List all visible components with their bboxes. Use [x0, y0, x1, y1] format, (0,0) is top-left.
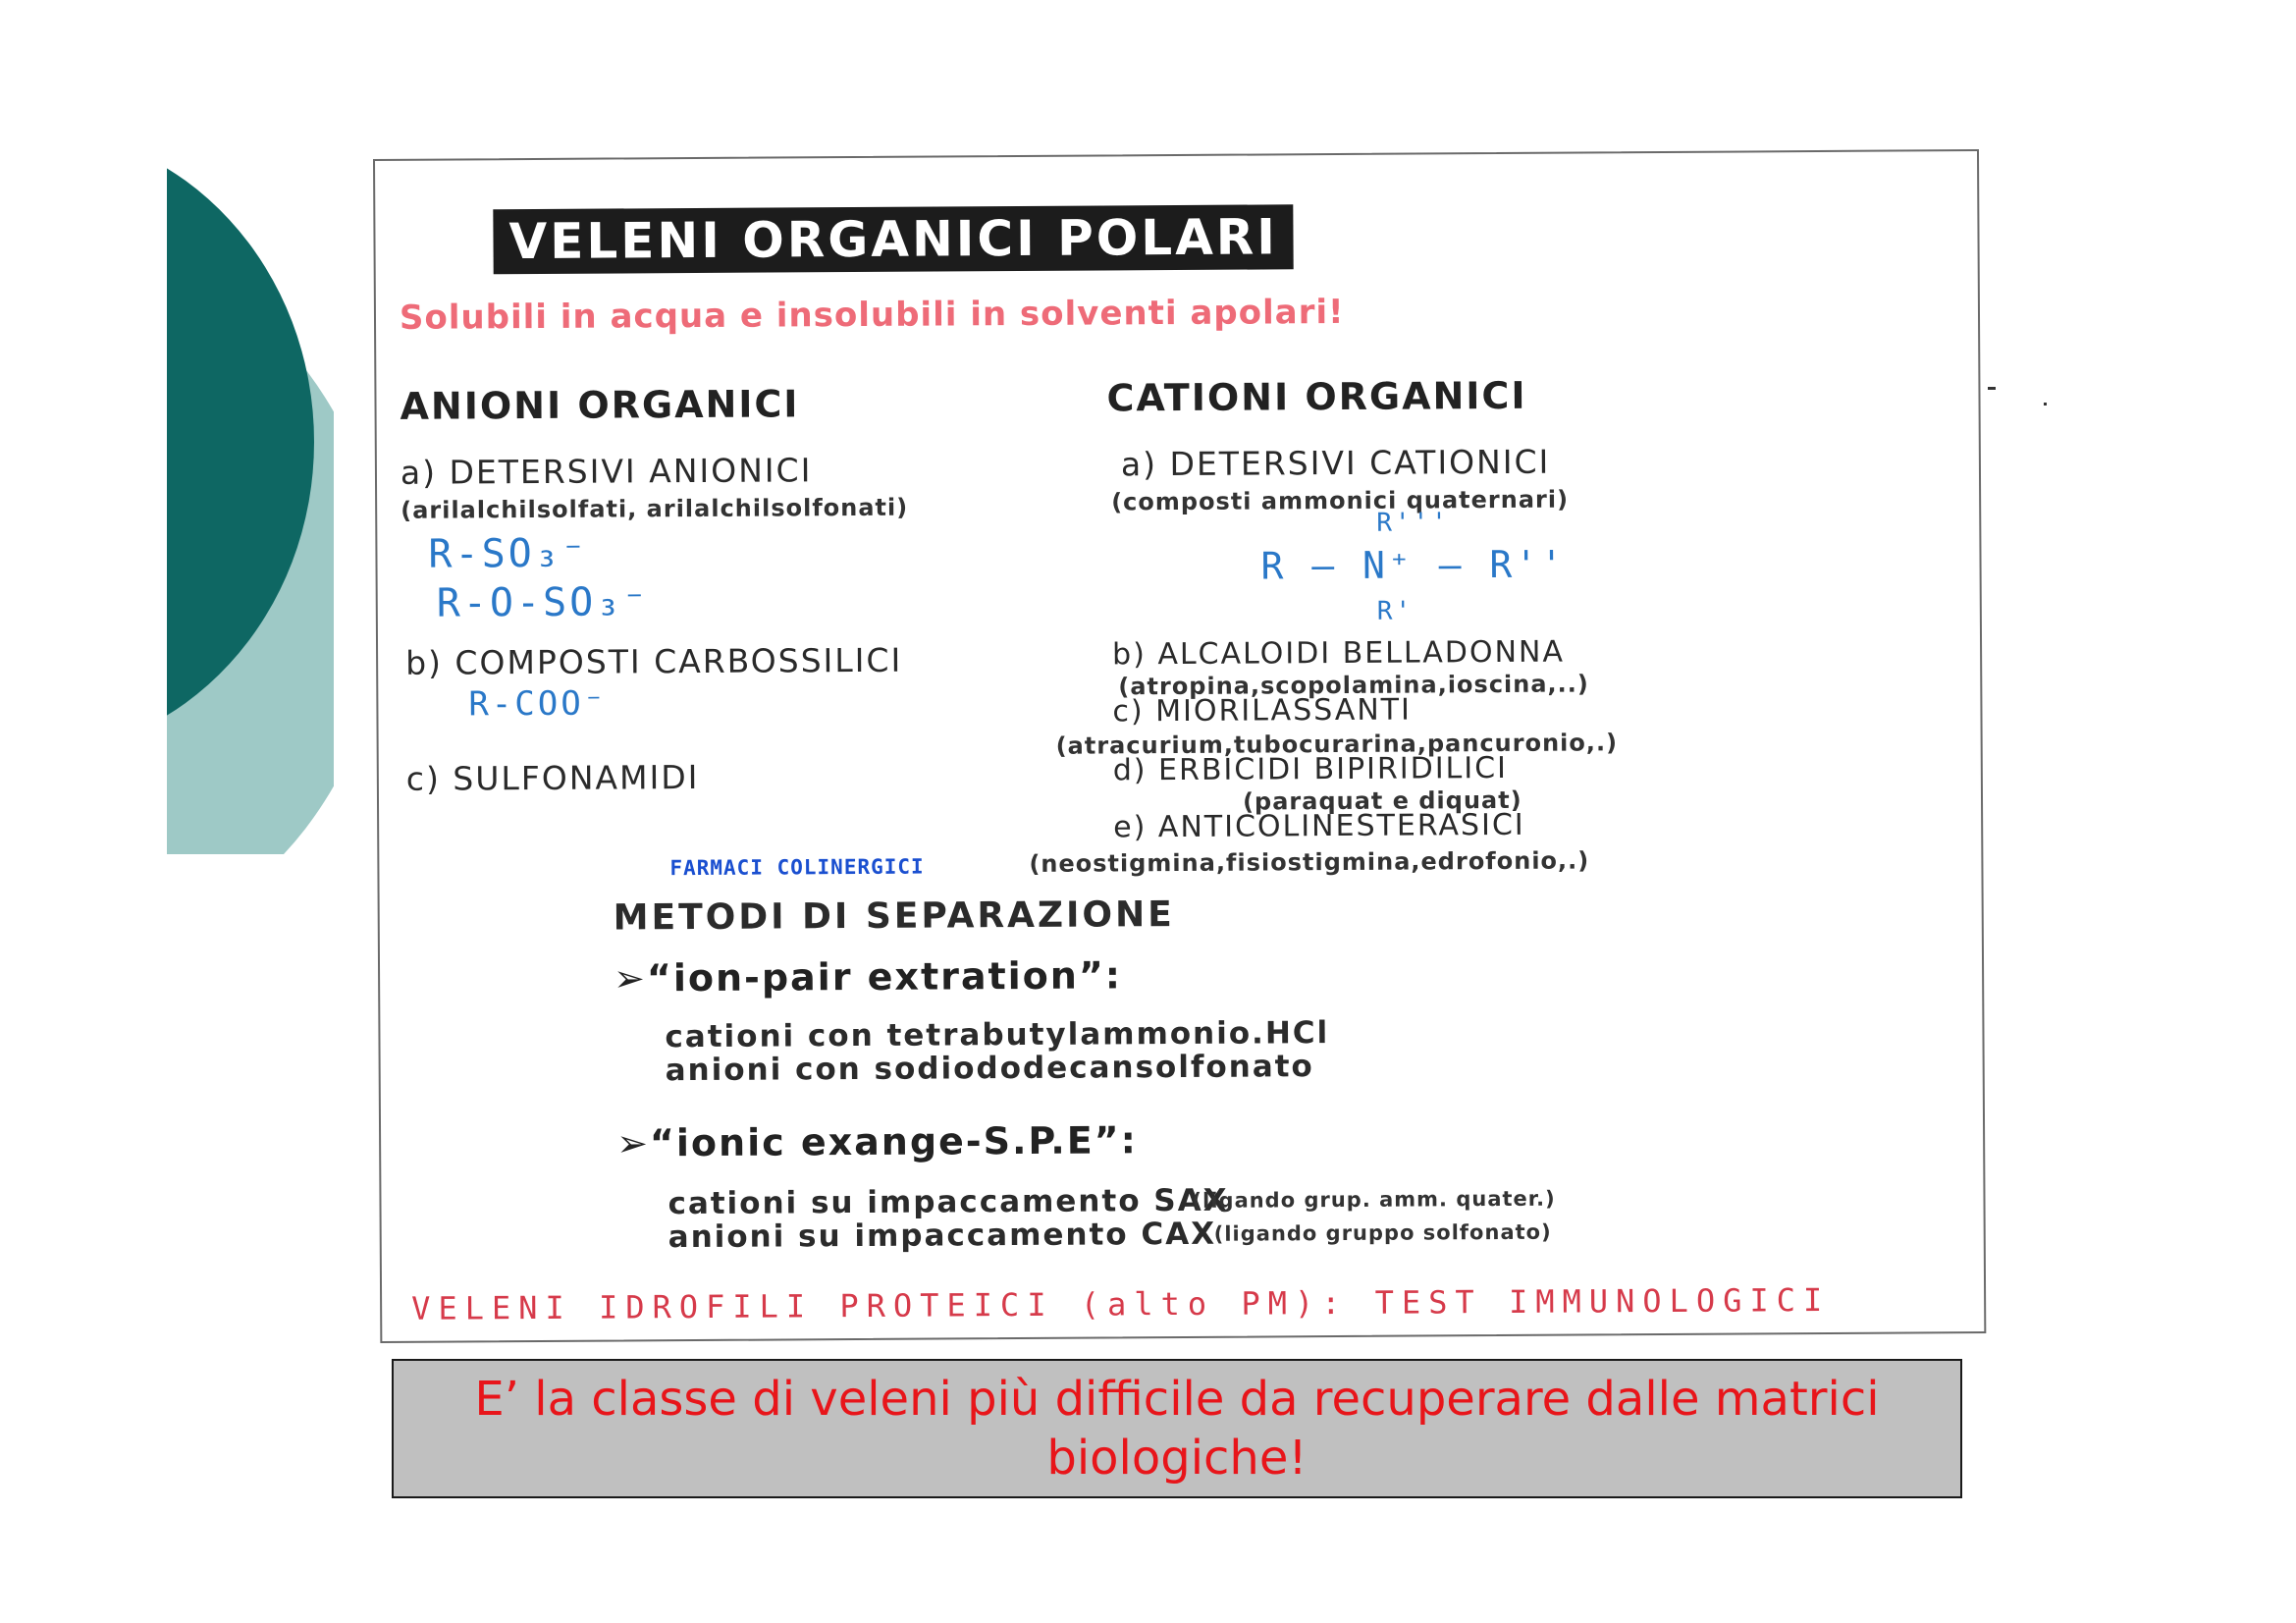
anioni-item-c: c) SULFONAMIDI — [405, 757, 700, 798]
handwritten-note-proteici: VELENI IDROFILI PROTEICI (alto PM): TEST IMMUNOLOGICI — [411, 1280, 1831, 1327]
cationi-item-b: b) ALCALOIDI BELLADONNA — [1111, 634, 1566, 673]
cationi-item-e-note: (neostigmina,fisiostigmina,edrofonio,.) — [1029, 846, 1590, 878]
ion-pair-cationi: cationi con tetrabutylammonio.HCl — [665, 1015, 1330, 1055]
slide-subtitle: Solubili in acqua e insolubili in solventi apolari! — [399, 292, 1345, 338]
anioni-item-a: a) DETERSIVI ANIONICI — [400, 451, 813, 492]
metodi-bullet-ion-pair: ➢“ion-pair extration”: — [613, 953, 1123, 1001]
callout-box — [392, 1359, 1962, 1498]
cationi-item-a: a) DETERSIVI CATIONICI — [1120, 442, 1551, 484]
anioni-heading: ANIONI ORGANICI — [400, 382, 800, 428]
scanned-slide — [373, 149, 1986, 1343]
cationi-item-b-note: (atropina,scopolamina,ioscina,..) — [1118, 670, 1589, 701]
formula-carboxylate: R-COO⁻ — [468, 683, 608, 725]
formula-ammonium-top: R''' — [1376, 508, 1450, 538]
ion-pair-anioni: anioni con sodiododecansolfonato — [665, 1049, 1314, 1089]
spe-cationi: cationi su impaccamento SAX — [667, 1182, 1229, 1222]
cationi-item-c-note: (atracurium,tubocurarina,pancuronio,.) — [1055, 729, 1619, 760]
stray-mark — [2044, 403, 2047, 406]
anioni-item-a-note: (arilalchilsolfati, arilalchilsolfonati) — [400, 493, 909, 524]
cationi-item-e: e) ANTICOLINESTERASICI — [1113, 807, 1525, 845]
formula-sulfate: R-O-SO₃⁻ — [436, 579, 650, 626]
cationi-item-d-note: (paraquat e diquat) — [1242, 785, 1522, 816]
handwritten-note-farmaci: FARMACI COLINERGICI — [669, 854, 925, 881]
metodi-bullet-ionic-exange: ➢“ionic exange-S.P.E”: — [615, 1118, 1139, 1165]
spe-anioni: anioni su impaccamento CAX — [667, 1216, 1217, 1256]
callout-text: E’ la classe di veleni più difficile da recuperare dalle matrici biologiche! — [474, 1372, 1880, 1486]
formula-sulfonate: R-SO₃⁻ — [428, 530, 589, 577]
cationi-heading: CATIONI ORGANICI — [1106, 373, 1527, 420]
cationi-item-c: c) MIORILASSANTI — [1112, 692, 1413, 730]
anioni-item-b: b) COMPOSTI CARBOSSILICI — [405, 640, 903, 682]
formula-ammonium: R — N⁺ — R'' — [1260, 542, 1567, 588]
stray-mark — [1988, 387, 1996, 390]
slide-title: VELENI ORGANICI POLARI — [493, 204, 1294, 274]
decorative-circles — [167, 108, 334, 854]
cationi-item-d: d) ERBICIDI BIPIRIDILICI — [1112, 750, 1509, 788]
metodi-heading: METODI DI SEPARAZIONE — [613, 894, 1175, 939]
spe-anioni-note: (ligando gruppo solfonato) — [1213, 1219, 1552, 1246]
cationi-item-a-note: (composti ammonici quaternari) — [1111, 485, 1570, 516]
formula-ammonium-bottom: R' — [1376, 596, 1415, 626]
spe-cationi-note: (ligando grup. amm. quater.) — [1192, 1186, 1556, 1213]
